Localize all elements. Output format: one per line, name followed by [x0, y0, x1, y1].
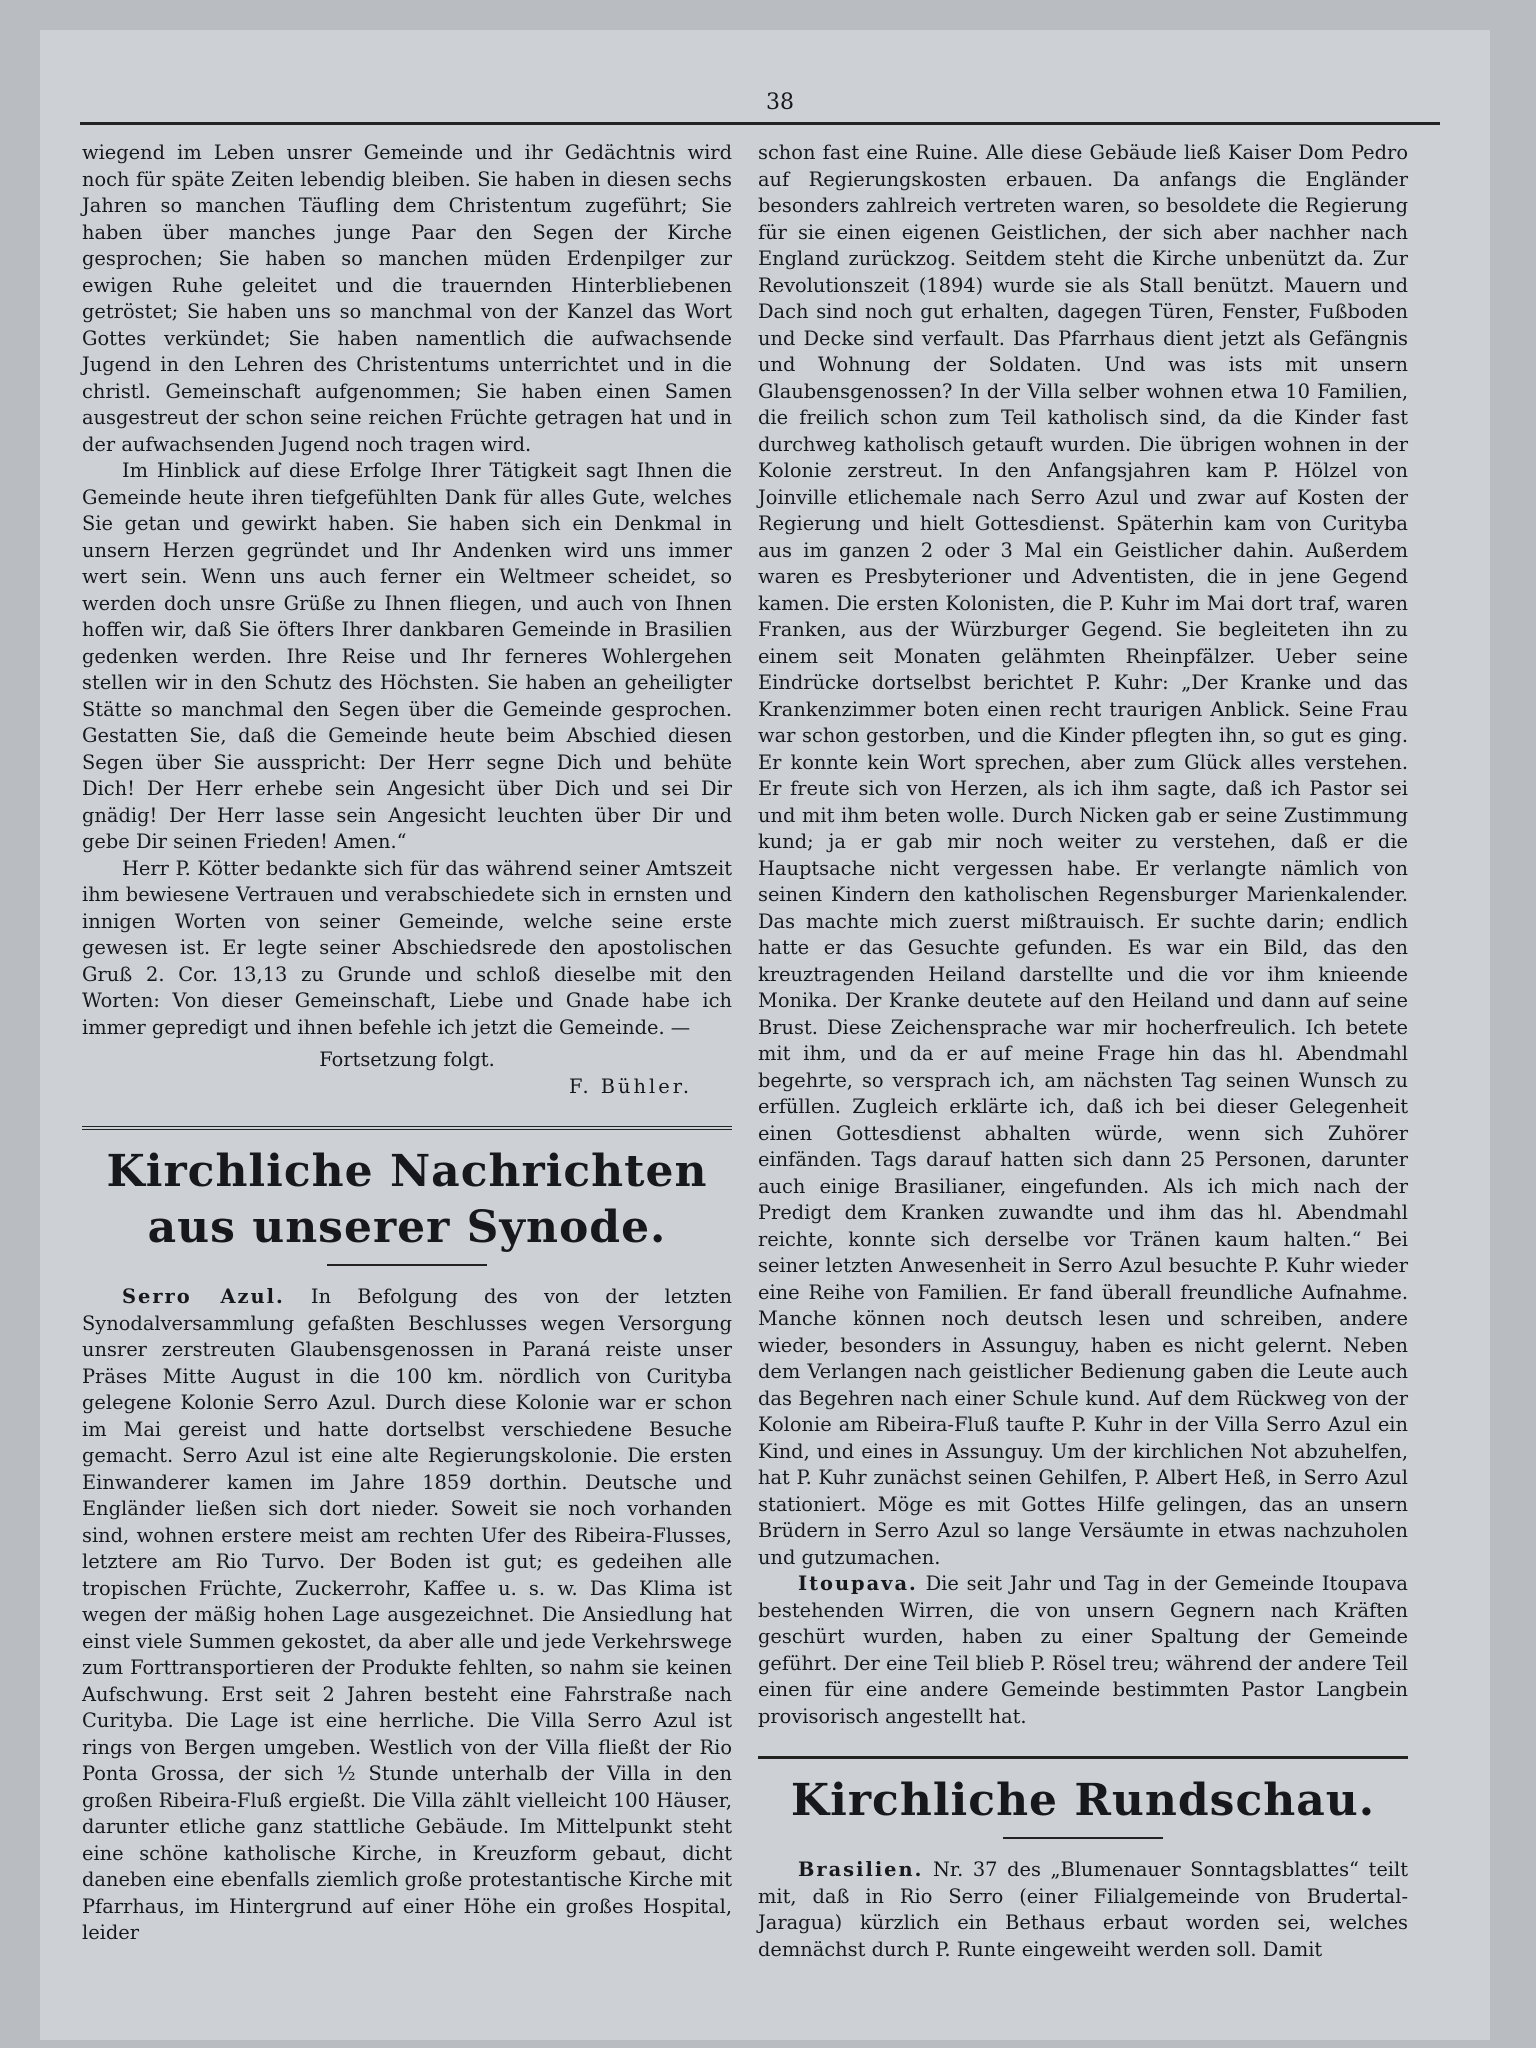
article-brasilien: [758, 1857, 1408, 1963]
article-serro-azul: [82, 1284, 732, 1947]
article-text: In Befolgung des von der letzten Synodalversammlung gefaßten Beschlusses wegen Versorgung unsrer zerstreuten Glaubensgenossen in Paraná reiste unser Präses Mitte August in die 100 km. nördlich von Curityba gelegene Kolonie Serro Azul. Durch diese Kolonie war er schon im Mai gereist und hatte dortselbst verschiedene Besuche gemacht. Serro Azul ist eine alte Regierungskolonie. Die ersten Einwanderer kamen im Jahre 1859 dorthin. Deutsche und Engländer ließen sich dort nieder. Soweit sie noch vorhanden sind, wohnen erstere meist am rechten Ufer des Ribeira-Flusses, letztere am Rio Turvo. Der Boden ist gut; es gedeihen alle tropischen Früchte, Zuckerrohr, Kaffee u. s. w. Das Klima ist wegen der mäßig hohen Lage ausgezeichnet. Die Ansiedlung hat einst viele Summen gekostet, da aber alle und jede Verkehrswege zum Forttransportieren der Produkte fehlten, so nahm sie keinen Aufschwung. Erst seit 2 Jahren besteht eine Fahrstraße nach Curityba. Die Lage ist eine herrliche. Die Villa Serro Azul ist rings von Bergen umgeben. Westlich von der Villa fließt der Rio Ponta Grossa, der sich ½ Stunde unterhalb der Villa in den großen Ribeira-Fluß ergießt. Die Villa zählt vielleicht 100 Häuser, darunter etliche ganz stattliche Gebäude. Im Mittelpunkt steht eine schöne katholische Kirche, in Kreuzform gebaut, dicht daneben eine ebenfalls ziemlich große protestantische Kirche mit Pfarrhaus, im Hintergrund auf einer Höhe ein großes Hospital, leider: [82, 1285, 732, 1944]
article-lead: Itoupava.: [798, 1572, 918, 1595]
article-text: Die seit Jahr und Tag in der Gemeinde Itoupava bestehenden Wirren, die von unsern Gegnern nach Kräften geschürt wurden, haben zu einer Spaltung der Gemeinde geführt. Der eine Teil blieb P. Rösel treu; während der andere Teil einen für eine andere Gemeinde bestimmten Pastor Langbein provisorisch angestellt hat.: [758, 1572, 1408, 1728]
article-lead: Brasilien.: [798, 1858, 924, 1881]
newspaper-page: [40, 30, 1490, 2040]
paragraph: Herr P. Kötter bedankte sich für das während seiner Amtszeit ihm bewiesene Vertrauen und verabschiedete sich in ernsten und innigen Worten von seiner Gemeinde, welche seine erste gewesen ist. Er legte seiner Abschiedsrede den apostolischen Gruß 2. Cor. 13,13 zu Grunde und schloß dieselbe mit den Worten: Von dieser Gemeinschaft, Liebe und Gnade habe ich immer gepredigt und ihnen befehle ich jetzt die Gemeinde. —: [82, 856, 732, 1039]
section-heading: Kirchliche Rundschau.: [790, 1775, 1376, 1826]
section-divider: [82, 1126, 732, 1130]
article-text: Nr. 37 des „Blumenauer Sonntagsblattes“ teilt mit, daß in Rio Serro (einer Filialgemeinde von Brudertal-Jaragua) kürzlich ein Bethaus erbaut worden sei, welches demnächst durch P. Runte eingeweiht werden soll. Damit: [758, 1858, 1408, 1961]
author-signature: F. Bühler.: [569, 1074, 692, 1098]
paragraph: Im Hinblick auf diese Erfolge Ihrer Tätigkeit sagt Ihnen die Gemeinde heute ihren tiefgefühlten Dank für alles Gute, welches Sie getan und gewirkt haben. Sie haben sich ein Denkmal in unsern Herzen gegründet und Ihr Andenken wird uns immer wert sein. Wenn uns auch ferner ein Weltmeer scheidet, so werden doch unsre Grüße zu Ihnen fliegen, und auch von Ihnen hoffen wir, daß Sie öfters Ihrer dankbaren Gemeinde in Brasilien gedenken werden. Ihre Reise und Ihr ferneres Wohlergehen stellen wir in den Schutz des Höchsten. Sie haben an geheiligter Stätte so manchmal den Segen über die Gemeinde gesprochen. Gestatten Sie, daß die Gemeinde heute beim Abschied diesen Segen über Sie ausspricht: Der Herr segne Dich und behüte Dich! Der Herr erhebe sein Angesicht über Dich und sei Dir gnädig! Der Herr lasse sein Angesicht leuchten über Dir und gebe Dir seinen Frieden! Amen.“: [82, 459, 732, 853]
heading-underline: [1003, 1837, 1163, 1839]
right-column: [758, 140, 1408, 1963]
left-column: [82, 140, 732, 1947]
continuation-note: Fortsetzung folgt.: [319, 1048, 495, 1071]
section-divider: [758, 1756, 1408, 1759]
heading-underline: [327, 1264, 487, 1266]
article-lead: Serro Azul.: [122, 1285, 285, 1308]
paragraph: wiegend im Leben unsrer Gemeinde und ihr Gedächtnis wird noch für späte Zeiten lebendig bleiben. Sie haben in diesen sechs Jahren so manchen Täufling dem Christentum zugeführt; Sie haben über manches junge Paar den Segen der Kirche gesprochen; Sie haben so manchen müden Erdenpilger zur ewigen Ruhe geleitet und die trauernden Hinterbliebenen getröstet; Sie haben uns so manchmal von der Kanzel das Wort Gottes verkündet; Sie haben namentlich die aufwachsende Jugend in den Lehren des Christentums unterrichtet und in die christl. Gemeinschaft aufgenommen; Sie haben einen Samen ausgestreut der schon seine reichen Früchte getragen hat und in der aufwachsenden Jugend noch tragen wird.: [82, 141, 732, 456]
section-heading: Kirchliche Nachrichten aus unserer Synode.: [106, 1146, 708, 1253]
page-number: 38: [766, 90, 794, 115]
paragraph: schon fast eine Ruine. Alle diese Gebäude ließ Kaiser Dom Pedro auf Regierungskosten erbauen. Da anfangs die Engländer besonders zahlreich vertreten waren, so besoldete die Regierung für sie einen eigenen Geistlichen, der sich aber nachher nach England zurückzog. Seitdem steht die Kirche unbenützt da. Zur Revolutionszeit (1894) wurde sie als Stall benützt. Mauern und Dach sind noch gut erhalten, dagegen Türen, Fenster, Fußboden und Decke sind verfault. Das Pfarrhaus dient jetzt als Gefängnis und Wohnung der Soldaten. Und was ists mit unsern Glaubensgenossen? In der Villa selber wohnen etwa 10 Familien, die freilich schon zum Teil katholisch sind, da die Kinder fast durchweg katholisch getauft wurden. Die übrigen wohnen in der Kolonie zerstreut. In den Anfangsjahren kam P. Hölzel von Joinville etlichemale nach Serro Azul und zwar auf Kosten der Regierung und hielt Gottesdienst. Späterhin kam von Curityba aus im ganzen 2 oder 3 Mal ein Geistlicher dahin. Außerdem waren es Presbyterioner und Adventisten, die in jene Gegend kamen. Die ersten Kolonisten, die P. Kuhr im Mai dort traf, waren Franken, aus der Würzburger Gegend. Sie begleiteten ihn zu einem seit Monaten gelähmten Rheinpfälzer. Ueber seine Eindrücke dortselbst berichtet P. Kuhr: „Der Kranke und das Krankenzimmer boten einen recht traurigen Anblick. Seine Frau war schon gestorben, und die Kinder pflegten ihn, so gut es ging. Er konnte kein Wort sprechen, aber zum Glück alles verstehen. Er freute sich von Herzen, als ich ihm sagte, daß ich Pastor sei und mit ihm beten wolle. Durch Nicken gab er seine Zustimmung kund; ja er gab mir noch weiter zu verstehen, daß er die Hauptsache nicht vergessen habe. Er verlangte nämlich von seinen Kindern den katholischen Regensburger Marienkalender. Das machte mich zuerst mißtrauisch. Er suchte darin; endlich hatte er das Gesuchte gefunden. Es war ein Bild, das den kreuztragenden Heiland darstellte und die vor ihm knieende Monika. Der Kranke deutete auf den Heiland und dann auf seine Brust. Diese Zeichensprache war mir hocherfreulich. Ich betete mit ihm, und da er auf meine Frage hin das hl. Abendmahl begehrte, so versprach ich, am nächsten Tag seinen Wunsch zu erfüllen. Zugleich erklärte ich, daß ich bei dieser Gelegenheit einen Gottesdienst abhalten würde, wenn sich Zuhörer einfänden. Tags darauf hatten sich dann 25 Personen, darunter auch einige Brasilianer, eingefunden. Als ich mich nach der Predigt dem Kranken zuwandte und ihm das hl. Abendmahl reichte, konnte sich derselbe vor Tränen kaum halten.“ Bei seiner letzten Anwesenheit in Serro Azul besuchte P. Kuhr wieder eine Reihe von Familien. Er fand überall freundliche Aufnahme. Manche können noch deutsch lesen und schreiben, andere wieder, besonders in Assunguy, haben es nicht gelernt. Neben dem Verlangen nach geistlicher Bedienung gaben die Leute auch das Begehren nach einer Schule kund. Auf dem Rückweg von der Kolonie am Ribeira-Fluß taufte P. Kuhr in der Villa Serro Azul ein Kind, und eines in Assunguy. Um der kirchlichen Not abzuhelfen, hat P. Kuhr zunächst seinen Gehilfen, P. Albert Heß, in Serro Azul stationiert. Möge es mit Gottes Hilfe gelingen, das an unsern Brüdern in Serro Azul so lange Versäumte in etwas nachzuholen und gutzumachen.: [758, 141, 1408, 1569]
article-itoupava: [758, 1571, 1408, 1730]
header-rule: [80, 122, 1440, 125]
